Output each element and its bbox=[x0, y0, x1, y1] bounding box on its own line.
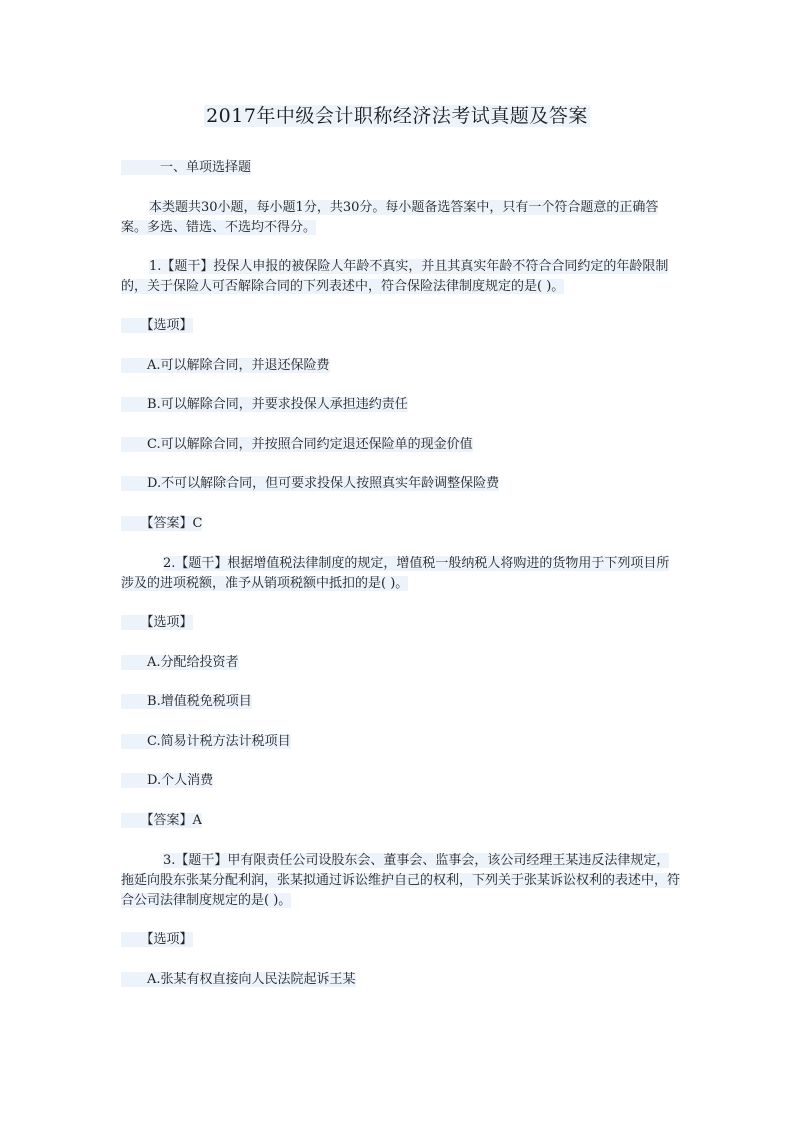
option-text: A.张某有权直接向人民法院起诉王某 bbox=[121, 972, 356, 987]
question-1-options-label bbox=[121, 316, 681, 336]
question-3-stem bbox=[121, 851, 681, 911]
section-heading-text: 一、单项选择题 bbox=[121, 160, 251, 175]
option-text: B.可以解除合同，并要求投保人承担违约责任 bbox=[121, 397, 408, 412]
option-text: B.增值税免税项目 bbox=[121, 694, 252, 709]
question-2-stem bbox=[121, 554, 681, 594]
question-1-option-d bbox=[121, 474, 681, 494]
answer-text: 【答案】A bbox=[121, 813, 202, 828]
question-1-option-a bbox=[121, 356, 681, 376]
answer-text: 【答案】C bbox=[121, 516, 202, 531]
question-2-options-label bbox=[121, 613, 681, 633]
question-2-option-c bbox=[121, 732, 681, 752]
question-2-option-b bbox=[121, 692, 681, 712]
document-title bbox=[0, 104, 794, 128]
question-1-option-c bbox=[121, 435, 681, 455]
question-2-option-d bbox=[121, 771, 681, 791]
section-heading bbox=[121, 158, 681, 178]
option-text: C.可以解除合同，并按照合同约定退还保险单的现金价值 bbox=[121, 437, 473, 452]
option-text: D.不可以解除合同，但可要求投保人按照真实年龄调整保险费 bbox=[121, 476, 499, 491]
options-label: 【选项】 bbox=[121, 615, 193, 630]
option-text: D.个人消费 bbox=[121, 773, 213, 788]
question-1-stem bbox=[121, 257, 681, 297]
intro-paragraph bbox=[121, 198, 681, 238]
options-label: 【选项】 bbox=[121, 318, 193, 333]
document-title-text: 2017年中级会计职称经济法考试真题及答案 bbox=[206, 105, 588, 127]
question-1-answer bbox=[121, 514, 681, 534]
question-1-option-b bbox=[121, 395, 681, 415]
question-3-option-a bbox=[121, 970, 681, 990]
options-label: 【选项】 bbox=[121, 932, 193, 947]
question-3-options-label bbox=[121, 930, 681, 950]
intro-text: 本类题共30小题，每小题1分，共30分。每小题备选答案中，只有一个符合题意的正确答案。多选、错选、不选均不得分。 bbox=[121, 200, 659, 235]
question-stem-text: 3.【题干】甲有限责任公司设股东会、董事会、监事会，该公司经理王某违反法律规定，拖延向股东张某分配利润，张某拟通过诉讼维护自己的权利，下列关于张某诉讼权利的表述中，符合公司法律制度规定的是( )。 bbox=[121, 853, 681, 908]
option-text: A.可以解除合同，并退还保险费 bbox=[121, 358, 330, 373]
question-2-option-a bbox=[121, 653, 681, 673]
question-stem-text: 2.【题干】根据增值税法律制度的规定，增值税一般纳税人将购进的货物用于下列项目所涉及的进项税额，准予从销项税额中抵扣的是( )。 bbox=[121, 556, 670, 591]
option-text: A.分配给投资者 bbox=[121, 655, 239, 670]
question-stem-text: 1.【题干】投保人申报的被保险人年龄不真实，并且其真实年龄不符合合同约定的年龄限制的，关于保险人可否解除合同的下列表述中，符合保险法律制度规定的是( )。 bbox=[121, 259, 669, 294]
question-2-answer bbox=[121, 811, 681, 831]
option-text: C.简易计税方法计税项目 bbox=[121, 734, 291, 749]
